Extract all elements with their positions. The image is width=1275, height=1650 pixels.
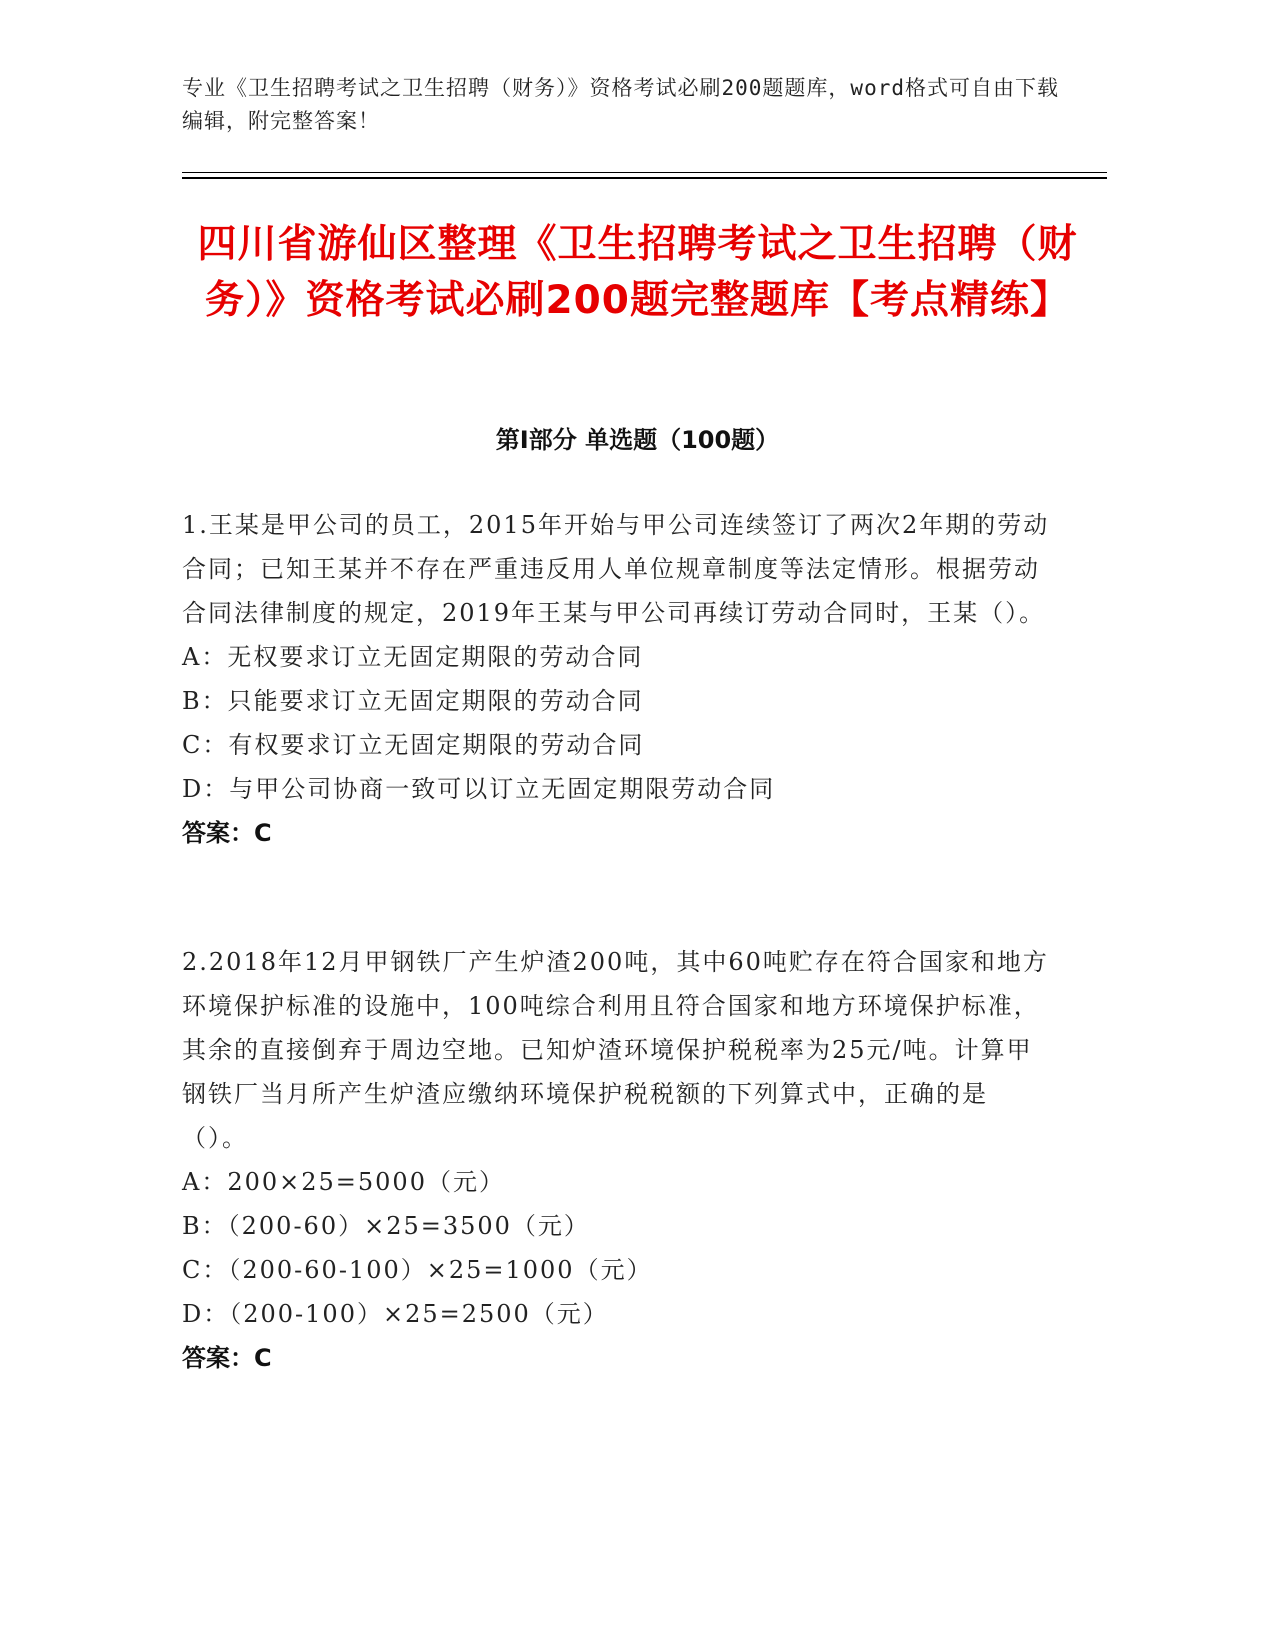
option-a: A：无权要求订立无固定期限的劳动合同: [182, 643, 644, 671]
section-heading: 第Ⅰ部分 单选题（100题）: [495, 426, 780, 454]
question-stem: 2.2018年12月甲钢铁厂产生炉渣200吨，其中60吨贮存在符合国家和地方环境保护标准的设施中，100吨综合利用且符合国家和地方环境保护标准，其余的直接倒弃于周边空地。已知炉渣环境保护税税率为25元/吨。计算甲钢铁厂当月所产生炉渣应缴纳环境保护税税额的下列算式中，正确的是（）。: [182, 948, 1049, 1152]
option-b: B：只能要求订立无固定期限的劳动合同: [182, 687, 644, 715]
question-stem: 1.王某是甲公司的员工，2015年开始与甲公司连续签订了两次2年期的劳动合同；已知王某并不存在严重违反用人单位规章制度等法定情形。根据劳动合同法律制度的规定，2019年王某与甲公司再续订劳动合同时，王某（）。: [182, 511, 1050, 627]
header-divider-thick: [182, 177, 1107, 179]
header-note: 专业《卫生招聘考试之卫生招聘（财务）》资格考试必刷200题题库，word格式可自由下载编辑，附完整答案！: [182, 76, 1059, 133]
option-d: D：与甲公司协商一致可以订立无固定期限劳动合同: [182, 775, 776, 803]
document-title: 四川省游仙区整理《卫生招聘考试之卫生招聘（财务）》资格考试必刷200题完整题库【考点精练】: [197, 222, 1078, 323]
option-c: C：有权要求订立无固定期限的劳动合同: [182, 731, 645, 759]
option-a: A：200×25=5000（元）: [182, 1168, 505, 1196]
header-divider-thin: [182, 172, 1107, 173]
answer: 答案：C: [182, 1344, 272, 1372]
option-b: B：（200-60）×25=3500（元）: [182, 1212, 590, 1240]
question-1: [182, 503, 1052, 855]
option-d: D：（200-100）×25=2500（元）: [182, 1300, 609, 1328]
question-2: [182, 940, 1052, 1380]
answer: 答案：C: [182, 819, 272, 847]
option-c: C：（200-60-100）×25=1000（元）: [182, 1256, 653, 1284]
